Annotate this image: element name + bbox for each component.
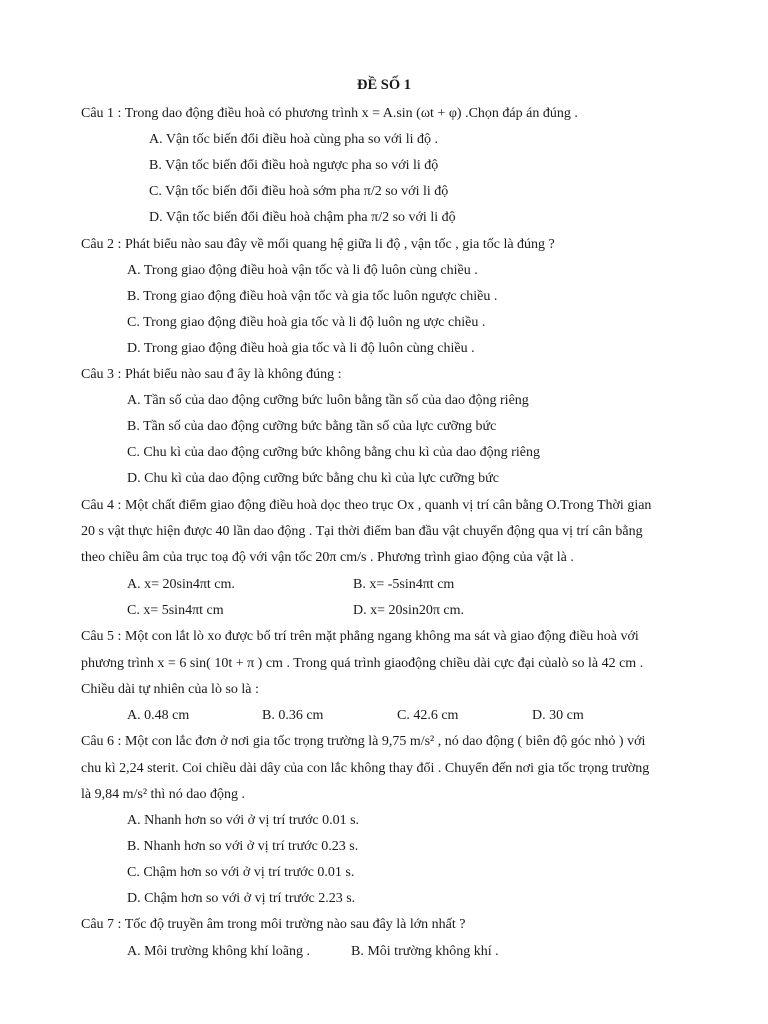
question-2-option-b: B. Trong giao động điều hoà vận tốc và gia tốc luôn ngược chiều .: [127, 289, 498, 304]
question-3-stem: Câu 3 : Phát biểu nào sau đ ây là không đúng :: [81, 367, 342, 382]
question-4-option-d: D. x= 20sin20π cm.: [353, 603, 465, 618]
question-3-option-d: D. Chu kì của dao động cưỡng bức bằng chu kì của lực cưỡng bức: [127, 471, 499, 486]
question-4-options-row-1: [127, 576, 454, 594]
question-2-option-a: A. Trong giao động điều hoà vận tốc và li độ luôn cùng chiều .: [127, 263, 478, 278]
question-3-option-a: A. Tần số của dao động cưỡng bức luôn bằng tần số của dao động riêng: [127, 393, 529, 408]
question-4-stem-line-1: Câu 4 : Một chất điểm giao động điều hoà dọc theo trục Ox , quanh vị trí cân bằng O.Trong Thời gian: [81, 498, 652, 513]
question-6-option-b: B. Nhanh hơn so với ở vị trí trước 0.23 s.: [127, 839, 359, 854]
question-5-options-row: [127, 707, 584, 725]
question-4-option-b: B. x= -5sin4πt cm: [353, 577, 455, 592]
question-1-option-c: C. Vận tốc biến đổi điều hoà sớm pha π/2 so với li độ: [149, 184, 449, 199]
question-5-option-c: C. 42.6 cm: [397, 708, 459, 723]
question-4-option-c: C. x= 5sin4πt cm: [127, 603, 224, 618]
question-2-option-d: D. Trong giao động điều hoà gia tốc và li độ luôn cùng chiều .: [127, 341, 475, 356]
question-1-option-a: A. Vận tốc biến đổi điều hoà cùng pha so với li độ .: [149, 132, 439, 147]
question-2-option-c: C. Trong giao động điều hoà gia tốc và li độ luôn ng ược chiều .: [127, 315, 486, 330]
question-3-option-c: C. Chu kì của dao động cưỡng bức không bằng chu kì của dao động riêng: [127, 445, 540, 460]
question-1-stem: Câu 1 : Trong dao động điều hoà có phương trình x = A.sin (ωt + φ) .Chọn đáp án đúng .: [81, 106, 578, 121]
question-4-options-row-2: [127, 602, 464, 620]
question-1-option-b: B. Vận tốc biến đổi điều hoà ngược pha so với li độ: [149, 158, 439, 173]
question-7-stem: Câu 7 : Tốc độ truyền âm trong môi trường nào sau đây là lớn nhất ?: [81, 917, 466, 932]
question-5-stem-line-2: phương trình x = 6 sin( 10t + π ) cm . Trong quá trình giaođộng chiều dài cực đại củalò so là 42 cm .: [81, 656, 644, 671]
question-5-stem-line-3: Chiều dài tự nhiên của lò so là :: [81, 682, 259, 697]
question-5-option-a: A. 0.48 cm: [127, 708, 190, 723]
question-5-option-b: B. 0.36 cm: [262, 708, 324, 723]
question-7-options-row: [127, 943, 499, 961]
question-5-option-d: D. 30 cm: [532, 708, 584, 723]
question-6-option-c: C. Chậm hơn so với ở vị trí trước 0.01 s.: [127, 865, 355, 880]
question-4-stem-line-3: theo chiều âm của trục toạ độ với vận tốc 20π cm/s . Phương trình giao động của vật là .: [81, 550, 574, 565]
question-6-option-a: A. Nhanh hơn so với ở vị trí trước 0.01 s.: [127, 813, 360, 828]
question-1-option-d: D. Vận tốc biến đổi điều hoà chậm pha π/2 so với li độ: [149, 210, 456, 225]
question-7-option-a: A. Môi trường không khí loãng .: [127, 944, 310, 959]
question-7-option-b: B. Môi trường không khí .: [351, 944, 499, 959]
question-3-option-b: B. Tần số của dao động cưỡng bức bằng tần số của lực cưỡng bức: [127, 419, 497, 434]
document-title: ĐỀ SỐ 1: [357, 77, 411, 93]
question-4-option-a: A. x= 20sin4πt cm.: [127, 577, 235, 592]
question-5-stem-line-1: Câu 5 : Một con lắt lò xo được bố trí trên mặt phẳng ngang không ma sát và giao động điều hoà với: [81, 629, 639, 644]
question-6-stem-line-2: chu kì 2,24 sterit. Coi chiều dài dây của con lắc không thay đổi . Chuyển đến nơi gia tốc trọng trường: [81, 761, 650, 776]
question-6-option-d: D. Chậm hơn so với ở vị trí trước 2.23 s.: [127, 891, 356, 906]
question-6-stem-line-3: là 9,84 m/s² thì nó dao động .: [81, 787, 246, 802]
question-2-stem: Câu 2 : Phát biểu nào sau đây về mối quang hệ giữa li độ , vận tốc , gia tốc là đúng ?: [81, 237, 555, 252]
question-6-stem-line-1: Câu 6 : Một con lắc đơn ở nơi gia tốc trọng trường là 9,75 m/s² , nó dao động ( biên độ góc nhỏ ) với: [81, 734, 646, 749]
question-4-stem-line-2: 20 s vật thực hiện được 40 lần dao động . Tại thời điểm ban đầu vật chuyển động qua vị trí cân bằng: [81, 524, 643, 539]
